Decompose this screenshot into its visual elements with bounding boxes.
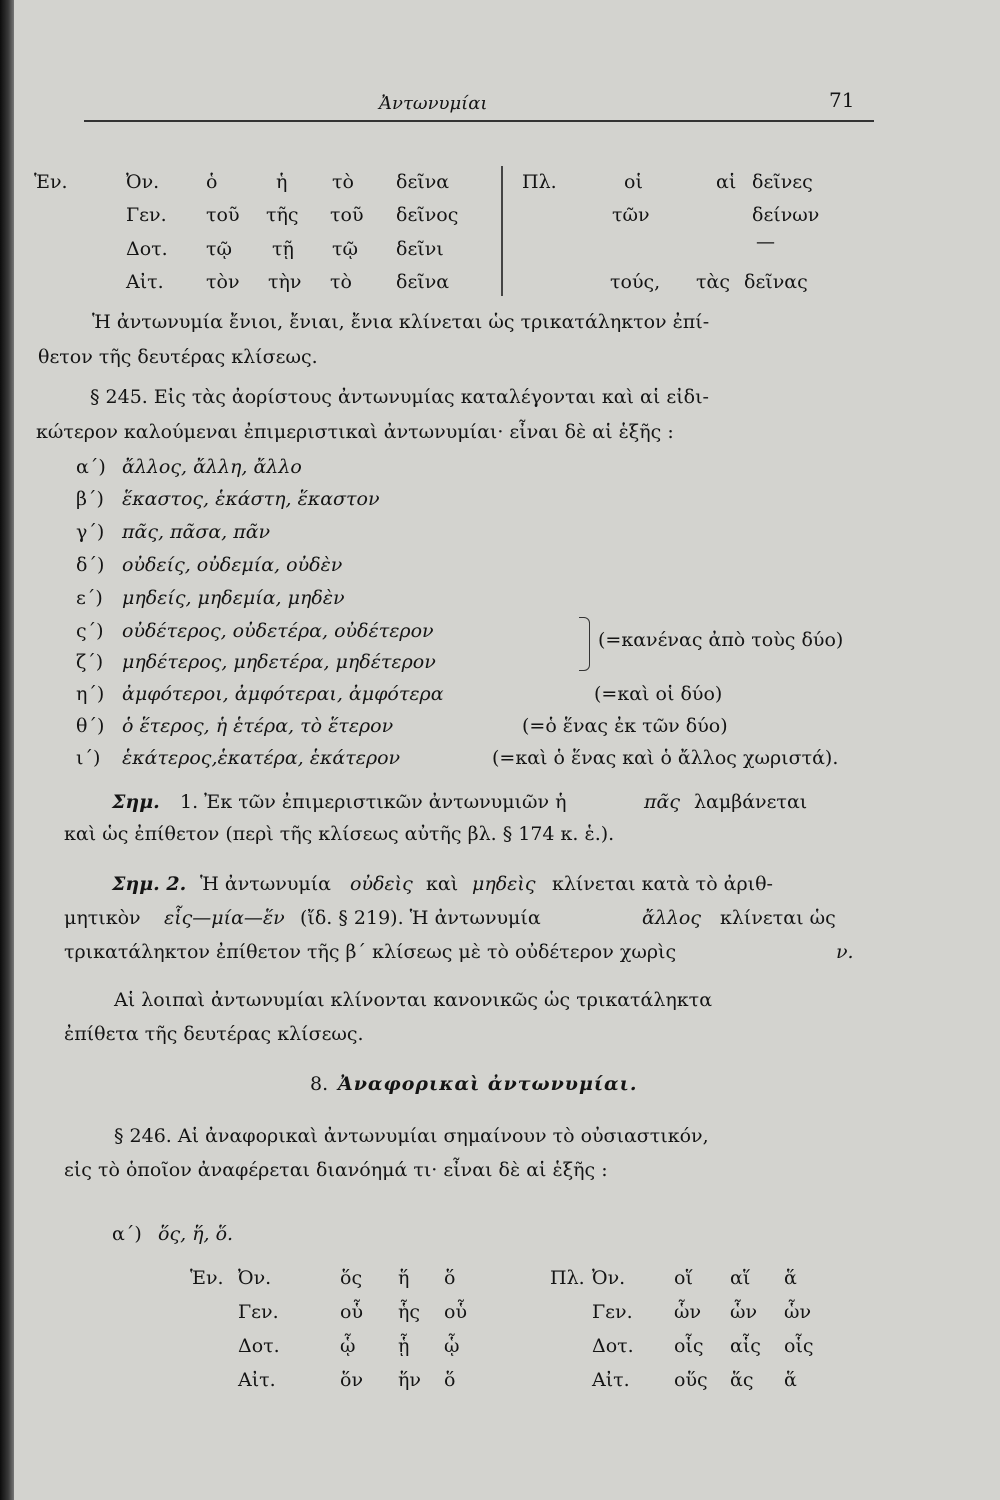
form-neuter: οἷς — [784, 1335, 814, 1357]
heading-title: Ἀναφορικαὶ ἀντωνυμίαι. — [338, 1073, 638, 1095]
table-divider — [501, 166, 503, 296]
list-item-label: η΄) — [76, 683, 105, 705]
article-masculine: τὸν — [206, 271, 240, 293]
note-text: καὶ ὡς ἐπίθετον (περὶ τῆς κλίσεως αὐτῆς βλ. § 174 κ. ἑ.). — [64, 823, 615, 845]
case-label: Γεν. — [126, 204, 167, 226]
form-neuter: ᾧ — [444, 1335, 460, 1357]
plural-article-masculine: τῶν — [612, 204, 650, 226]
note-text: λαμβάνεται — [694, 791, 808, 813]
list-item-label: ι΄) — [76, 747, 101, 769]
form-neuter: ὧν — [784, 1301, 812, 1323]
case-label: Αἰτ. — [592, 1369, 630, 1391]
article-masculine: ὁ — [206, 171, 218, 193]
plural-declined-word: δείνων — [752, 204, 820, 226]
form-feminine: ἥν — [398, 1369, 421, 1391]
note-emphasis: ἄλλος — [642, 907, 701, 929]
note-emphasis: εἷς—μία—ἕν — [164, 907, 285, 929]
case-label: Ὀν. — [238, 1267, 272, 1289]
header-rule — [84, 120, 874, 122]
form-feminine: ἅς — [730, 1369, 754, 1391]
plural-article-feminine: τὰς — [696, 271, 730, 293]
note-label: Σημ. 2. — [112, 873, 187, 895]
form-neuter: ἅ — [784, 1267, 797, 1289]
plural-article-feminine: αἱ — [716, 171, 737, 193]
article-feminine: ἡ — [276, 171, 288, 193]
form-masculine: ὅν — [340, 1369, 363, 1391]
paragraph-line: Αἱ λοιπαὶ ἀντωνυμίαι κλίνονται κανονικῶς ὡς τρικατάληκτα — [114, 989, 713, 1011]
running-header-title: Ἀντωνυμίαι — [379, 93, 488, 114]
singular-label: Ἑν. — [190, 1267, 224, 1289]
article-masculine: τοῦ — [206, 204, 240, 226]
case-label: Αἰτ. — [126, 271, 164, 293]
section-246-line: § 246. Αἱ ἀναφορικαὶ ἀντωνυμίαι σημαίνουν τὸ οὐσιαστικόν, — [114, 1125, 709, 1147]
plural-label: Πλ. — [550, 1267, 585, 1289]
paragraph-line: θετον τῆς δευτέρας κλίσεως. — [38, 346, 318, 368]
article-neuter: τὸ — [332, 171, 354, 193]
form-masculine: ὧν — [674, 1301, 702, 1323]
case-label: Δοτ. — [238, 1335, 280, 1357]
note-text: τρικατάληκτον ἐπίθετον τῆς β΄ κλίσεως μὲ τὸ οὐδέτερον χωρὶς — [64, 941, 677, 963]
form-neuter: ἅ — [784, 1369, 797, 1391]
form-neuter: ὅ — [444, 1369, 456, 1391]
list-item-text: ἄλλος, ἄλλη, ἄλλο — [122, 456, 302, 478]
list-item-text: ὅς, ἥ, ὅ. — [158, 1223, 234, 1245]
paragraph-line: Ἡ ἀντωνυμία ἔνιοι, ἔνιαι, ἔνια κλίνεται ὡς τρικατάληκτον ἐπί- — [92, 311, 710, 333]
section-246-line: εἰς τὸ ὁποῖον ἀναφέρεται διανόημά τι· εἶναι δὲ αἱ ἑξῆς : — [64, 1159, 608, 1181]
article-feminine: τῇ — [272, 238, 294, 260]
declined-word: δεῖνα — [396, 171, 450, 193]
list-item-text: μηδείς, μηδεμία, μηδὲν — [122, 587, 345, 609]
note-emphasis: ν. — [836, 941, 854, 963]
form-feminine: ἥ — [398, 1267, 410, 1289]
list-item-text: οὐδείς, οὐδεμία, οὐδὲν — [122, 554, 343, 576]
book-page — [14, 0, 1000, 1500]
list-item-label: δ΄) — [76, 554, 105, 576]
plural-label: Πλ. — [522, 171, 557, 193]
heading-number: 8. — [310, 1073, 329, 1095]
article-masculine: τῷ — [206, 238, 233, 260]
form-masculine: οἵ — [674, 1267, 693, 1289]
section-245-line: § 245. Εἰς τὰς ἀορίστους ἀντωνυμίας καταλέγονται καὶ αἱ εἰδι- — [90, 386, 709, 408]
brace-note: (=κανένας ἀπὸ τοὺς δύο) — [598, 629, 844, 651]
note-text: κλίνεται κατὰ τὸ ἀριθ- — [552, 873, 773, 895]
list-item-label: α΄) — [112, 1223, 142, 1245]
section-245-line: κώτερον καλούμεναι ἐπιμεριστικαὶ ἀντωνυμίαι· εἶναι δὲ αἱ ἑξῆς : — [36, 421, 674, 443]
case-label: Ὀν. — [126, 171, 160, 193]
note-text: 1. Ἐκ τῶν ἐπιμεριστικῶν ἀντωνυμιῶν ἡ — [180, 791, 567, 813]
list-item-text: πᾶς, πᾶσα, πᾶν — [122, 521, 271, 543]
note-emphasis: οὐδεὶς — [350, 873, 413, 895]
book-spine-shadow — [0, 0, 14, 1500]
plural-declined-word: δεῖνας — [744, 271, 808, 293]
page-number: 71 — [829, 88, 855, 112]
declined-word: δεῖνος — [396, 204, 459, 226]
form-feminine: αἷς — [730, 1335, 761, 1357]
singular-label: Ἑν. — [34, 171, 68, 193]
article-feminine: τὴν — [268, 271, 302, 293]
article-neuter: τοῦ — [330, 204, 364, 226]
form-masculine: ὅς — [340, 1267, 363, 1289]
note-label: Σημ. — [112, 791, 160, 813]
note-text: κλίνεται ὡς — [720, 907, 836, 929]
case-label: Αἰτ. — [238, 1369, 276, 1391]
form-feminine: αἵ — [730, 1267, 751, 1289]
list-item-text: οὐδέτερος, οὐδετέρα, οὐδέτερον — [122, 620, 434, 642]
plural-declined-word: — — [756, 231, 775, 253]
form-masculine: ᾧ — [340, 1335, 356, 1357]
list-item-label: ζ΄) — [76, 651, 104, 673]
list-item-text: ὁ ἕτερος, ἡ ἑτέρα, τὸ ἕτερον — [122, 715, 394, 737]
note-emphasis: μηδεὶς — [472, 873, 536, 895]
case-label: Δοτ. — [592, 1335, 634, 1357]
article-neuter: τῷ — [332, 238, 359, 260]
list-item-text: μηδέτερος, μηδετέρα, μηδέτερον — [122, 651, 436, 673]
case-label: Ὀν. — [592, 1267, 626, 1289]
form-neuter: οὗ — [444, 1301, 467, 1323]
declined-word: δεῖνα — [396, 271, 450, 293]
plural-article-masculine: τούς, — [610, 271, 661, 293]
note-text: καὶ — [426, 873, 459, 895]
list-item-label: ς΄) — [76, 620, 104, 642]
paragraph-line: ἐπίθετα τῆς δευτέρας κλίσεως. — [64, 1023, 364, 1045]
article-feminine: τῆς — [266, 204, 299, 226]
form-feminine: ἧς — [398, 1301, 421, 1323]
list-item-note: (=ὁ ἕνας ἐκ τῶν δύο) — [522, 715, 728, 737]
note-emphasis: πᾶς — [644, 791, 680, 813]
plural-article-masculine: οἱ — [624, 171, 643, 193]
list-item-label: β΄) — [76, 488, 104, 510]
list-item-note: (=καὶ οἱ δύο) — [594, 683, 723, 705]
note-text: Ἡ ἀντωνυμία — [200, 873, 332, 895]
case-label: Δοτ. — [126, 238, 168, 260]
list-item-label: α΄) — [76, 456, 106, 478]
form-masculine: οὗ — [340, 1301, 363, 1323]
form-masculine: οἷς — [674, 1335, 704, 1357]
case-label: Γεν. — [238, 1301, 279, 1323]
form-neuter: ὅ — [444, 1267, 456, 1289]
list-item-label: γ΄) — [76, 521, 105, 543]
list-item-text: ἑκάτερος,ἑκατέρα, ἑκάτερον — [122, 747, 401, 769]
article-neuter: τὸ — [330, 271, 352, 293]
plural-declined-word: δεῖνες — [752, 171, 813, 193]
form-feminine: ᾗ — [398, 1335, 410, 1357]
case-label: Γεν. — [592, 1301, 633, 1323]
list-item-text: ἀμφότεροι, ἀμφότεραι, ἀμφότερα — [122, 683, 444, 705]
list-item-note: (=καὶ ὁ ἕνας καὶ ὁ ἄλλος χωριστά). — [492, 747, 839, 769]
list-item-label: ε΄) — [76, 587, 103, 609]
declined-word: δεῖνι — [396, 238, 444, 260]
list-item-text: ἕκαστος, ἑκάστη, ἕκαστον — [122, 488, 380, 510]
note-text: (ἴδ. § 219). Ἡ ἀντωνυμία — [300, 907, 541, 929]
brace-bracket — [579, 617, 590, 671]
list-item-label: θ΄) — [76, 715, 105, 737]
form-feminine: ὧν — [730, 1301, 758, 1323]
note-text: μητικὸν — [64, 907, 141, 929]
form-masculine: οὕς — [674, 1369, 708, 1391]
